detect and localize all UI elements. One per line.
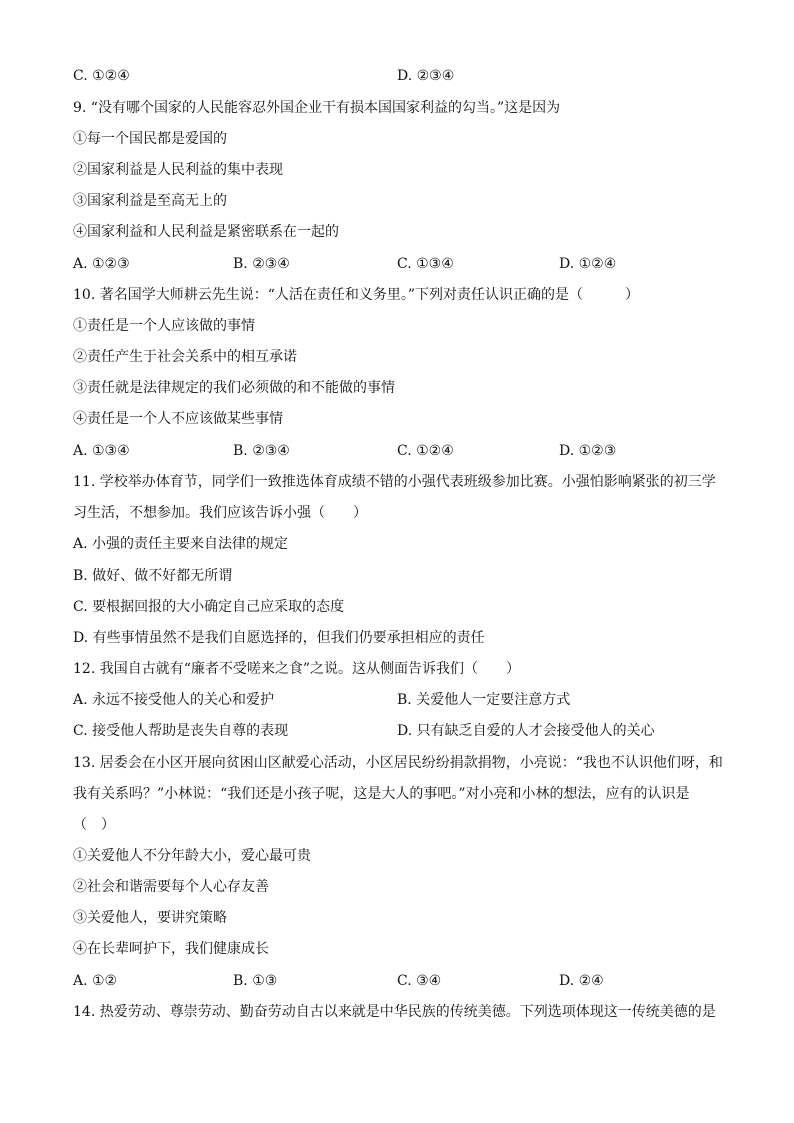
question-9-statement-2: ②国家利益是人民利益的集中表现: [73, 162, 283, 178]
question-9-stem: 9. “没有哪个国家的人民能容忍外国企业干有损本国国家利益的勾当。”这是因为: [73, 100, 561, 116]
question-13-statement-3: ③关爱他人，要讲究策略: [73, 910, 227, 926]
q12-option-b[interactable]: B. 关爱他人一定要注意方式: [397, 692, 571, 708]
q9-option-d[interactable]: D. ①②④: [559, 256, 617, 272]
q11-option-d[interactable]: D. 有些事情虽然不是我们自愿选择的，但我们仍要承担相应的责任: [73, 630, 485, 646]
question-13-statement-1: ①关爱他人不分年龄大小，爱心最可贵: [73, 848, 311, 864]
question-10-statement-4: ④责任是一个人不应该做某些事情: [73, 411, 283, 427]
question-13-statement-4: ④在长辈呵护下，我们健康成长: [73, 941, 269, 957]
q13-option-a[interactable]: A. ①②: [73, 973, 118, 989]
question-13-options: [73, 971, 723, 991]
q9-option-b[interactable]: B. ②③④: [233, 256, 290, 272]
q11-option-b[interactable]: B. 做好、做不好都无所谓: [73, 568, 233, 584]
q11-option-c[interactable]: C. 要根据回报的大小确定自己应采取的态度: [73, 599, 345, 615]
question-9-statement-3: ③国家利益是至高无上的: [73, 193, 227, 209]
q13-option-b[interactable]: B. ①③: [233, 973, 278, 989]
question-9-options: [73, 254, 723, 274]
question-10-statement-1: ①责任是一个人应该做的事情: [73, 318, 255, 334]
top-options-row: [73, 66, 723, 86]
question-10-stem: 10. 著名国学大师耕云先生说：“人活在责任和义务里。”下列对责任认识正确的是（ ）: [73, 287, 640, 303]
q10-option-a[interactable]: A. ①③④: [73, 443, 130, 459]
question-10-statement-3: ③责任就是法律规定的我们必须做的和不能做的事情: [73, 380, 395, 396]
question-9-statement-4: ④国家利益和人民利益是紧密联系在一起的: [73, 224, 339, 240]
option-d[interactable]: D. ②③④: [397, 68, 455, 84]
q12-option-a[interactable]: A. 永远不接受他人的关心和爱护: [73, 692, 275, 708]
q9-option-a[interactable]: A. ①②③: [73, 256, 130, 272]
q12-option-d[interactable]: D. 只有缺乏自爱的人才会接受他人的关心: [397, 723, 655, 739]
question-10-statement-2: ②责任产生于社会关系中的相互承诺: [73, 349, 297, 365]
q9-option-c[interactable]: C. ①③④: [397, 256, 454, 272]
q13-option-d[interactable]: D. ②④: [559, 973, 604, 989]
q10-option-b[interactable]: B. ②③④: [233, 443, 290, 459]
question-13-stem: 13. 居委会在小区开展向贫困山区献爱心活动，小区居民纷纷捐款捐物，小亮说：“我也不认识他们呀，和我有关系吗？”小林说：“我们还是小孩子呢，这是大人的事吧。”对小亮和小林的想法，应有的认识是（ ）: [73, 755, 723, 833]
question-11-stem: 11. 学校举办体育节，同学们一致推选体育成绩不错的小强代表班级参加比赛。小强怕影响紧张的初三学习生活，不想参加。我们应该告诉小强（ ）: [73, 474, 716, 521]
question-9-statement-1: ①每一个国民都是爱国的: [73, 131, 227, 147]
question-13-statement-2: ②社会和谐需要每个人心存友善: [73, 879, 269, 895]
question-14-stem: 14. 热爱劳动、尊崇劳动、勤奋劳动自古以来就是中华民族的传统美德。下列选项体现这一传统美德的是: [73, 1004, 716, 1020]
question-10-options: [73, 441, 723, 461]
q10-option-c[interactable]: C. ①②④: [397, 443, 454, 459]
q12-option-c[interactable]: C. 接受他人帮助是丧失自尊的表现: [73, 723, 289, 739]
question-12-stem: 12. 我国自古就有“廉者不受嗟来之食”之说。这从侧面告诉我们（ ）: [73, 661, 521, 677]
q13-option-c[interactable]: C. ③④: [397, 973, 442, 989]
q10-option-d[interactable]: D. ①②③: [559, 443, 617, 459]
q11-option-a[interactable]: A. 小强的责任主要来自法律的规定: [73, 536, 289, 552]
question-12-options-row-2: [73, 721, 723, 741]
question-12-options-row-1: [73, 690, 723, 710]
option-c[interactable]: C. ①②④: [73, 68, 130, 84]
